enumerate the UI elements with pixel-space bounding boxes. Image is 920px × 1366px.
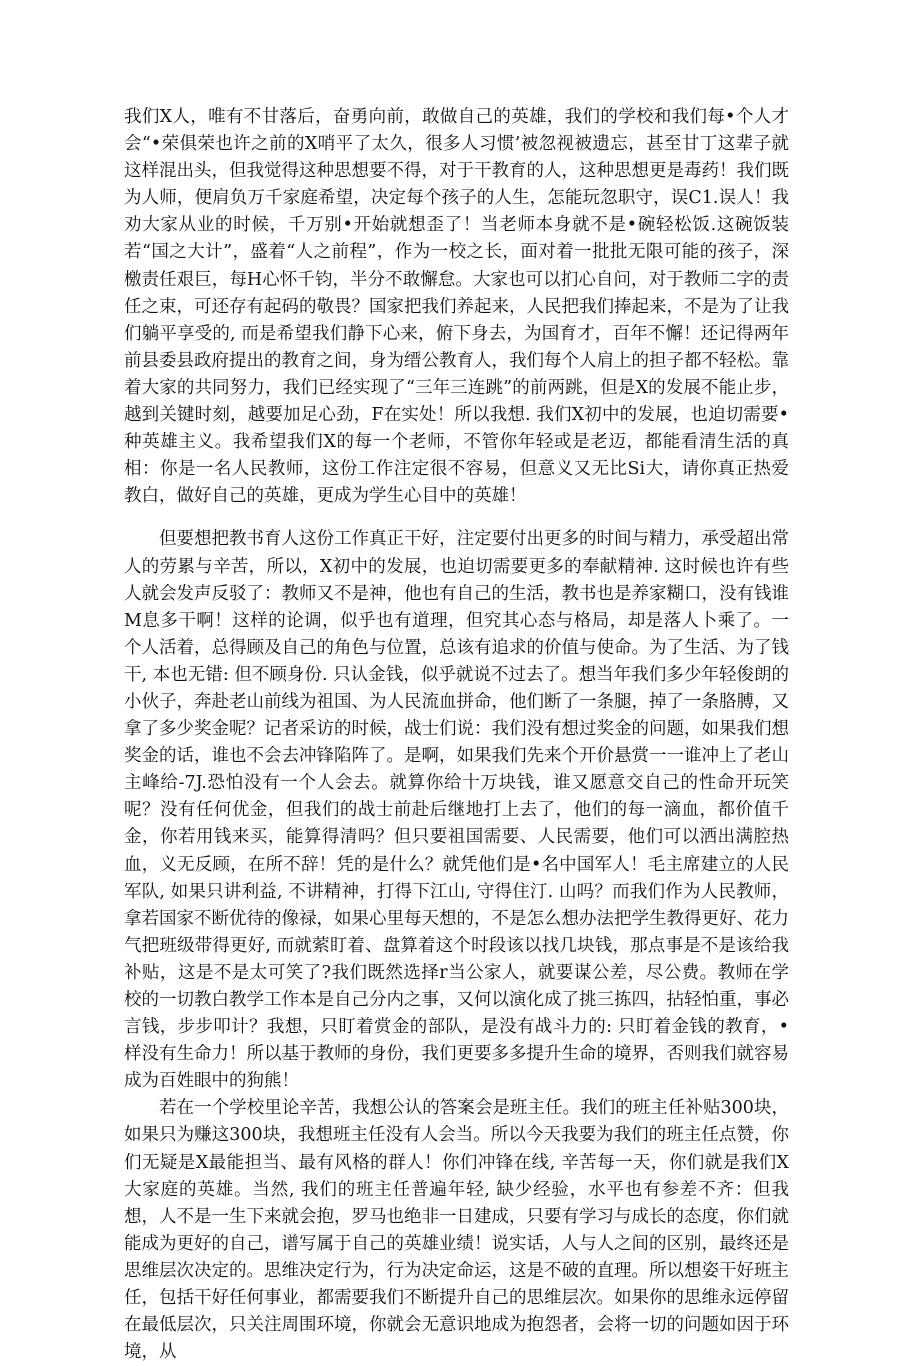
paragraph-1: 我们X人，唯有不甘落后，奋勇向前，敢做自己的英雄，我们的学校和我们每•个人才会“•荣俱荣也许之前的X哨平了太久，很多人习惯’被忽视被遗忘，甚至甘丁这辈子就这样混出头，但我觉得这种思想要不得，对于干教育的人，这种思想更是毒药！我们既为人师，便肩负万千家庭希望，决定每个孩子的人生，怎能玩忽职守，误C1.误人！我劝大家从业的时候，千万别•开始就想歪了！当老师本身就不是•碗轻松饭.这碗饭装若“国之大计”，盛着“人之前程”，作为一校之长，面对着一批批无限可能的孩子，深檄责任艰巨，每H心怀千钧，半分不敢懈怠。大家也可以扪心自问，对于教师二字的责任之束，可还存有起码的敬畏？国家把我们养起来，人民把我们捧起来，不是为了让我们躺平享受的, 而是希望我们静下心来，俯下身去，为国育才，百年不懈！还记得两年前县委县政府提出的教育之间，身为缙公教育人，我们每个人肩上的担子都不轻松。靠着大家的共同努力，我们已经实现了“三年三连跳”的前两跳，但是X的发展不能止步，越到关键时刻，越要加足心劲，F在实处！所以我想. 我们X初中的发展，也迫切需要•种英雄主义。我希望我们X的每一个老师，不管你年轻或是老迈，都能看清生活的真相：你是一名人民教师，这份工作注定很不容易，但意义又无比Si大，请你真正热爱教白，做好自己的英雄，更成为学生心目中的英雄！	[124, 107, 789, 507]
document-body	[124, 104, 789, 1366]
paragraph-3: 若在一个学校里论辛苦，我想公认的答案会是班主任。我们的班主任补贴300块，如果只为赚这300块，我想班主任没有人会当。所以今天我要为我们的班主任点赞，你们无疑是X最能担当、最有风格的群人！你们冲锋在线, 辛苦每一天，你们就是我们X大家庭的英雄。当然, 我们的班主任普遍年轻, 缺少经验，水平也有参差不齐：但我想，人不是一生下来就会抱，罗马也绝非一日建成，只要有学习与成长的态度，你们就能成为更好的自己，谱写属于自己的英雄业绩！说实话，人与人之间的区别，最终还是思维层次决定的。思维决定行为，行为决定命运，这是不破的直理。所以想姿干好班主任，包括干好任何事业，都需要我们不断提升自己的思维层次。如果你的思维永远停留在最低层次，只关注周围环境，你就会无意识地成为抱怨者，会将一切的问题如因于环境，从	[124, 1098, 789, 1363]
paragraph-2: 但要想把教书育人这份工作真正干好，注定要付出更多的时间与精力，承受超出常人的劳累与辛苦，所以，X初中的发展，也迫切需要更多的奉献精神. 这时候也许有些人就会发声反驳了：教师又不是神，他也有自己的生活，教书也是养家糊口，没有钱谁M息多干啊！这样的论调，似乎也有道理，但究其心态与格局，却是落人卜乘了。一个人活着，总得顾及自己的角色与位置，总该有追求的价值与使命。为了生活、为了钱干, 本也无错: 但不顾身份. 只认金钱，似乎就说不过去了。想当年我们多少年轻俊朗的小伙子，奔赴老山前线为祖国、为人民流血拼命，他们断了一条腿，掉了一条胳膊，又拿了多少奖金呢？记者采访的时候，战士们说：我们没有想过奖金的问题，如果我们想奖金的话，谁也不会去冲锋陷阵了。是啊，如果我们先来个开价悬赏一一谁冲上了老山主峰给-7J.恐怕没有一个人会去。就算你给十万块钱，谁又愿意交自己的性命开玩笑呢？没有任何优金，但我们的战士前赴后继地打上去了，他们的每一滴血，都价值千金，你若用钱来买，能算得清吗？但只要祖国需要、人民需要，他们可以洒出满腔热血，义无反顾，在所不辞！凭的是什么？就凭他们是•名中国军人！毛主席建立的人民军队, 如果只讲利益, 不讲精神，打得下江山, 守得住汀. 山吗？而我们作为人民教师，拿若国家不断优待的像禄，如果心里每天想的，不是怎么想办法把学生教得更好、花力气把班级带得更好, 而就萦盯着、盘算着这个时段该以找几块钱，那点事是不是该给我补贴，这是不是太可笑了?我们既然选择r当公家人，就要谋公差，尽公费。教师在学校的一切教白教学工作本是自己分内之事，又何以演化成了挑三拣四，拈轻怕重，事必言钱，步步叩计？我想，只盯着赏金的部队，是没有战斗力的: 只盯着金钱的教育，•样没有生命力！所以基于教师的身份，我们更要多多提升生命的境界，否则我们就容易成为百姓眼中的狗熊！	[124, 529, 789, 1092]
